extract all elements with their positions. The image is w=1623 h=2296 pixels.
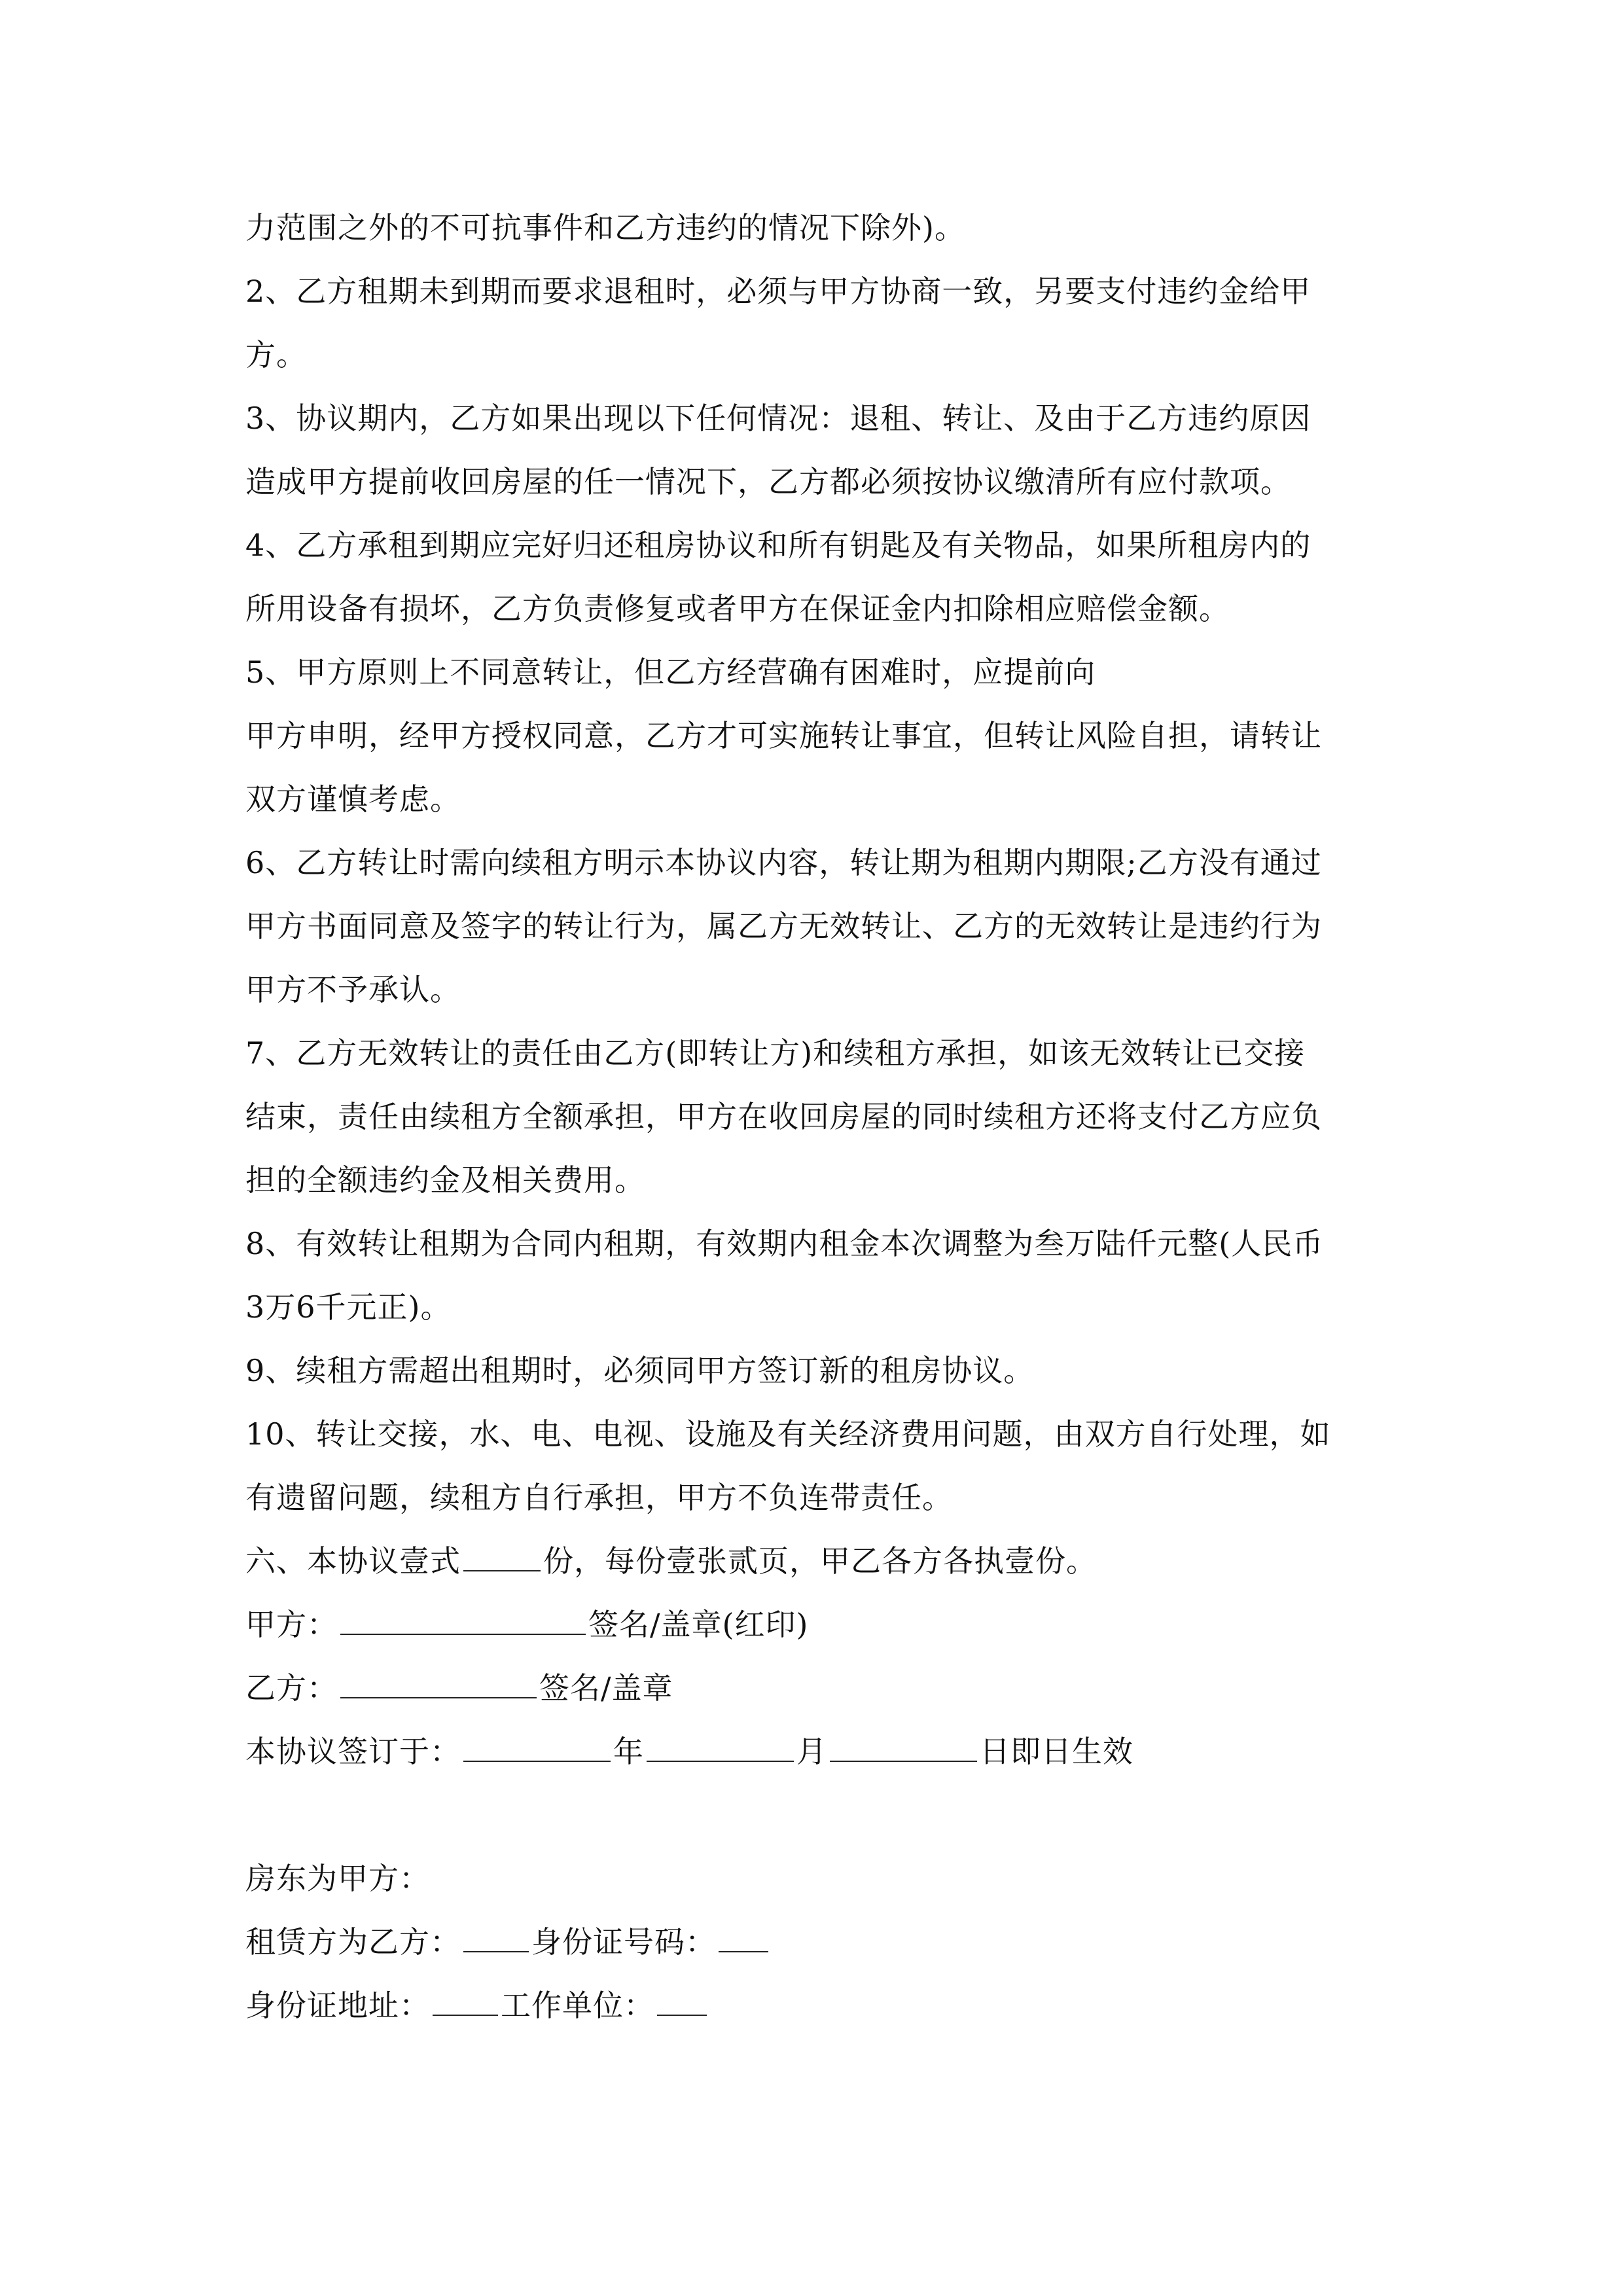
day-blank[interactable] xyxy=(830,1761,977,1762)
clause-9-line-1: 9、续租方需超出租期时，必须同甲方签订新的租房协议。 xyxy=(245,1353,1035,1388)
clause-2-line-2: 方。 xyxy=(245,337,307,372)
address-blank[interactable] xyxy=(433,2015,498,2016)
month-label: 月 xyxy=(796,1734,827,1769)
month-blank[interactable] xyxy=(647,1761,794,1762)
clause-6-line-3: 甲方不予承认。 xyxy=(245,972,461,1007)
clause-8-line-1: 8、有效转让租期为合同内租期，有效期内租金本次调整为叁万陆仟元整(人民币 xyxy=(245,1226,1324,1261)
landlord-line: 房东为甲方： xyxy=(245,1861,430,1896)
party-b-line xyxy=(245,1657,1387,1720)
copies-line xyxy=(245,1530,1387,1593)
party-b-signature-blank[interactable] xyxy=(340,1697,537,1698)
tenant-label: 租赁方为乙方： xyxy=(245,1924,461,1960)
party-a-line xyxy=(245,1593,1387,1657)
address-label: 身份证地址： xyxy=(245,1988,430,2023)
clause-10-line-1: 10、转让交接，水、电、电视、设施及有关经济费用问题，由双方自行处理，如 xyxy=(245,1416,1331,1452)
party-b-sign-label: 签名/盖章 xyxy=(539,1670,673,1706)
tenant-id-blank[interactable] xyxy=(719,1951,768,1952)
tenant-name-blank[interactable] xyxy=(463,1951,529,1952)
party-a-signature-blank[interactable] xyxy=(340,1634,586,1635)
clause-7-line-2: 结束，责任由续租方全额承担，甲方在收回房屋的同时续租方还将支付乙方应负 xyxy=(245,1099,1322,1134)
clause-3-line-2: 造成甲方提前收回房屋的任一情况下，乙方都必须按协议缴清所有应付款项。 xyxy=(245,464,1291,499)
signed-date-line xyxy=(245,1720,1387,1784)
year-label: 年 xyxy=(613,1734,644,1769)
party-a-sign-label: 签名/盖章(红印) xyxy=(588,1607,809,1642)
document-body xyxy=(245,196,1387,2037)
copies-count-blank[interactable] xyxy=(463,1570,541,1571)
clause-7-line-1: 7、乙方无效转让的责任由乙方(即转让方)和续租方承担，如该无效转让已交接 xyxy=(245,1035,1306,1071)
tenant-line xyxy=(245,1910,1387,1974)
spacer xyxy=(245,1784,1387,1847)
clause-6-line-1: 6、乙方转让时需向续租方明示本协议内容，转让期为租期内期限;乙方没有通过 xyxy=(245,845,1322,880)
party-b-label: 乙方： xyxy=(245,1670,338,1706)
clause-5-line-1: 5、甲方原则上不同意转让，但乙方经营确有困难时，应提前向 xyxy=(245,655,1096,690)
year-blank[interactable] xyxy=(463,1761,611,1762)
work-blank[interactable] xyxy=(657,2015,707,2016)
text-line-1: 力范围之外的不可抗事件和乙方违约的情况下除外)。 xyxy=(245,210,965,245)
tenant-id-label: 身份证号码： xyxy=(531,1924,716,1960)
clause-8-line-2: 3万6千元正)。 xyxy=(245,1289,452,1325)
clause-3-line-1: 3、协议期内，乙方如果出现以下任何情况：退租、转让、及由于乙方违约原因 xyxy=(245,401,1311,436)
work-label: 工作单位： xyxy=(501,1988,654,2023)
copies-suffix: 份，每份壹张贰页，甲乙各方各执壹份。 xyxy=(543,1543,1097,1579)
clause-4-line-1: 4、乙方承租到期应完好归还租房协议和所有钥匙及有关物品，如果所租房内的 xyxy=(245,528,1311,563)
address-line xyxy=(245,1974,1387,2037)
clause-7-line-3: 担的全额违约金及相关费用。 xyxy=(245,1162,645,1198)
clause-6-line-2: 甲方书面同意及签字的转让行为，属乙方无效转让、乙方的无效转让是违约行为 xyxy=(245,908,1322,944)
copies-prefix: 六、本协议壹式 xyxy=(245,1543,461,1579)
clause-10-line-2: 有遗留问题，续租方自行承担，甲方不负连带责任。 xyxy=(245,1480,953,1515)
day-suffix: 日即日生效 xyxy=(980,1734,1133,1769)
clause-2-line-1: 2、乙方租期未到期而要求退租时，必须与甲方协商一致，另要支付违约金给甲 xyxy=(245,274,1311,309)
signed-date-prefix: 本协议签订于： xyxy=(245,1734,461,1769)
party-a-label: 甲方： xyxy=(245,1607,338,1642)
clause-5-line-2: 甲方申明，经甲方授权同意，乙方才可实施转让事宜，但转让风险自担，请转让 xyxy=(245,718,1322,753)
clause-5-line-3: 双方谨慎考虑。 xyxy=(245,781,461,817)
clause-4-line-2: 所用设备有损坏，乙方负责修复或者甲方在保证金内扣除相应赔偿金额。 xyxy=(245,591,1230,626)
